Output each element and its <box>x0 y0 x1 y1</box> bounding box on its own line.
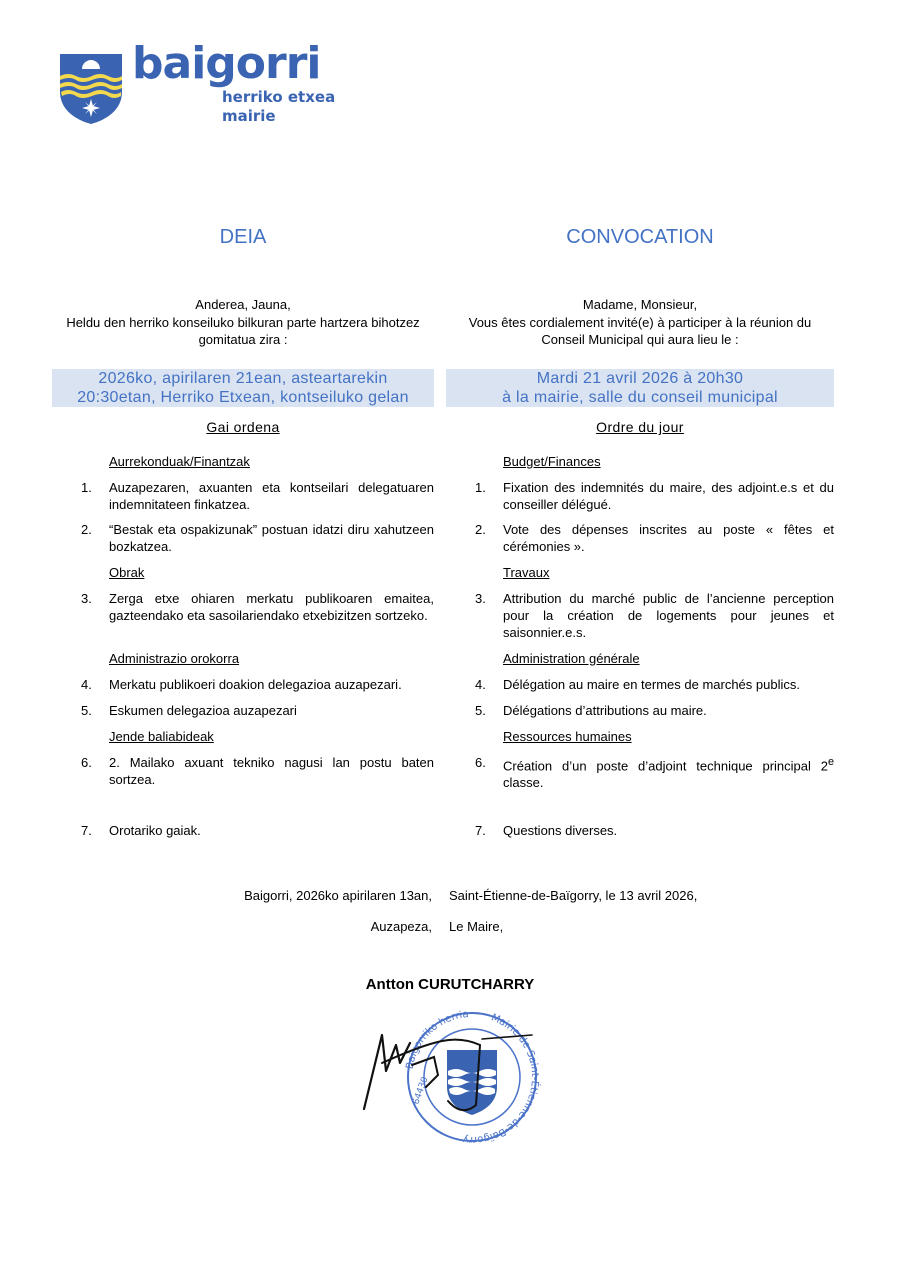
basque-title: DEIA <box>219 226 267 248</box>
basque-section-works: Obrak <box>109 565 145 580</box>
item-text: Vote des dépenses inscrites au poste « fêtes et cérémonies ». <box>503 522 834 554</box>
french-invite: Vous êtes cordialement invité(e) à participer à la réunion du Conseil Municipal qui aura lieu le : <box>468 315 812 347</box>
french-title: CONVOCATION <box>566 226 714 248</box>
basque-place-date: Baigorri, 2026ko apirilaren 13an, <box>244 888 432 903</box>
item-number: 1. <box>81 480 92 495</box>
item-number: 2. <box>475 522 486 537</box>
item-number: 1. <box>475 480 486 495</box>
french-signer-title: Le Maire, <box>449 919 504 934</box>
stamp-text: Baigorriko herria <box>404 1009 470 1071</box>
french-section-works: Travaux <box>503 565 550 580</box>
basque-meeting-line2: 20:30etan, Herriko Etxean, kontseiluko gelan <box>77 389 409 406</box>
basque-section-admin: Administrazio orokorra <box>109 651 240 666</box>
french-section-hr: Ressources humaines <box>503 729 632 744</box>
french-meeting-line1: Mardi 21 avril 2026 à 20h30 <box>536 370 744 387</box>
item-number: 3. <box>81 591 92 606</box>
stamp-postcode: 64430 <box>411 1075 431 1107</box>
item-text: Fixation des indemnités du maire, des adjoint.e.s et du conseiller délégué. <box>503 480 834 512</box>
item-text: Zerga etxe ohiaren merkatu publikoaren emaitea, gazteendako eta sasoilariendako etxebizitzen sortzeko. <box>109 591 434 623</box>
french-agenda-title: Ordre du jour <box>596 419 684 435</box>
item-number: 5. <box>81 703 92 718</box>
item-text: Délégation au maire en termes de marchés publics. <box>503 677 800 692</box>
signature-and-stamp <box>352 1005 552 1155</box>
item-text: Orotariko gaiak. <box>109 823 201 838</box>
basque-agenda-title: Gai ordena <box>206 419 280 435</box>
logo-wordmark: baigorri <box>132 38 321 89</box>
french-greeting: Madame, Monsieur, <box>582 297 698 312</box>
superscript: e <box>827 756 834 768</box>
item-number: 7. <box>475 823 486 838</box>
basque-meeting-box <box>52 369 434 407</box>
basque-greeting: Anderea, Jauna, <box>195 297 291 312</box>
basque-invite: Heldu den herriko konseiluko bilkuran parte hartzera bihotzez gomitatua zira : <box>66 315 420 347</box>
item-number: 6. <box>81 755 92 770</box>
signer-name: Antton CURUTCHARRY <box>365 976 535 993</box>
item-text: Eskumen delegazioa auzapezari <box>109 703 297 718</box>
french-section-budget: Budget/Finances <box>503 454 601 469</box>
french-meeting-box <box>446 369 834 407</box>
item-text: Auzapezaren, axuanten eta kontseilari delegatuaren indemnitateen finkatzea. <box>109 480 434 512</box>
french-place-date: Saint-Étienne-de-Baïgorry, le 13 avril 2026, <box>449 888 698 903</box>
logo-subtitle-basque: herriko etxea <box>222 88 336 106</box>
item-text: Merkatu publikoeri doakion delegazioa auzapezari. <box>109 677 402 692</box>
item-text: Questions diverses. <box>503 823 618 838</box>
basque-section-budget: Aurrekonduak/Finantzak <box>109 454 250 469</box>
french-section-admin: Administration générale <box>503 651 640 666</box>
item-number: 7. <box>81 823 92 838</box>
item-text: “Bestak eta ospakizunak” postuan idatzi diru xahutzeen bozkatzea. <box>109 522 434 554</box>
french-meeting-line2: à la mairie, salle du conseil municipal <box>502 389 778 406</box>
official-stamp-icon <box>352 1005 552 1155</box>
item-number: 6. <box>475 755 486 770</box>
item-number: 4. <box>81 677 92 692</box>
basque-meeting-line1: 2026ko, apirilaren 21ean, asteartarekin <box>98 370 388 387</box>
basque-signer-title: Auzapeza, <box>370 919 432 934</box>
item-text: Délégations d’attributions au maire. <box>503 703 707 718</box>
coat-of-arms-icon <box>58 52 124 126</box>
item-text: Attribution du marché public de l’ancienne perception pour la création de logements pour jeunes et saisonnier.e.s. <box>503 591 834 640</box>
item-text: 2. Mailako axuant tekniko nagusi lan postu baten sortzea. <box>109 755 434 787</box>
baigorri-logo <box>58 38 358 130</box>
logo-subtitle-french: mairie <box>222 107 276 125</box>
item-text: Création d’un poste d’adjoint technique principal 2e classe. <box>503 756 834 791</box>
item-number: 5. <box>475 703 486 718</box>
basque-section-hr: Jende baliabideak <box>109 729 214 744</box>
item-number: 4. <box>475 677 486 692</box>
stamp-text: Mairie de Saint-Étienne-de-Baïgorry <box>462 1012 541 1146</box>
item-number: 2. <box>81 522 92 537</box>
item-number: 3. <box>475 591 486 606</box>
